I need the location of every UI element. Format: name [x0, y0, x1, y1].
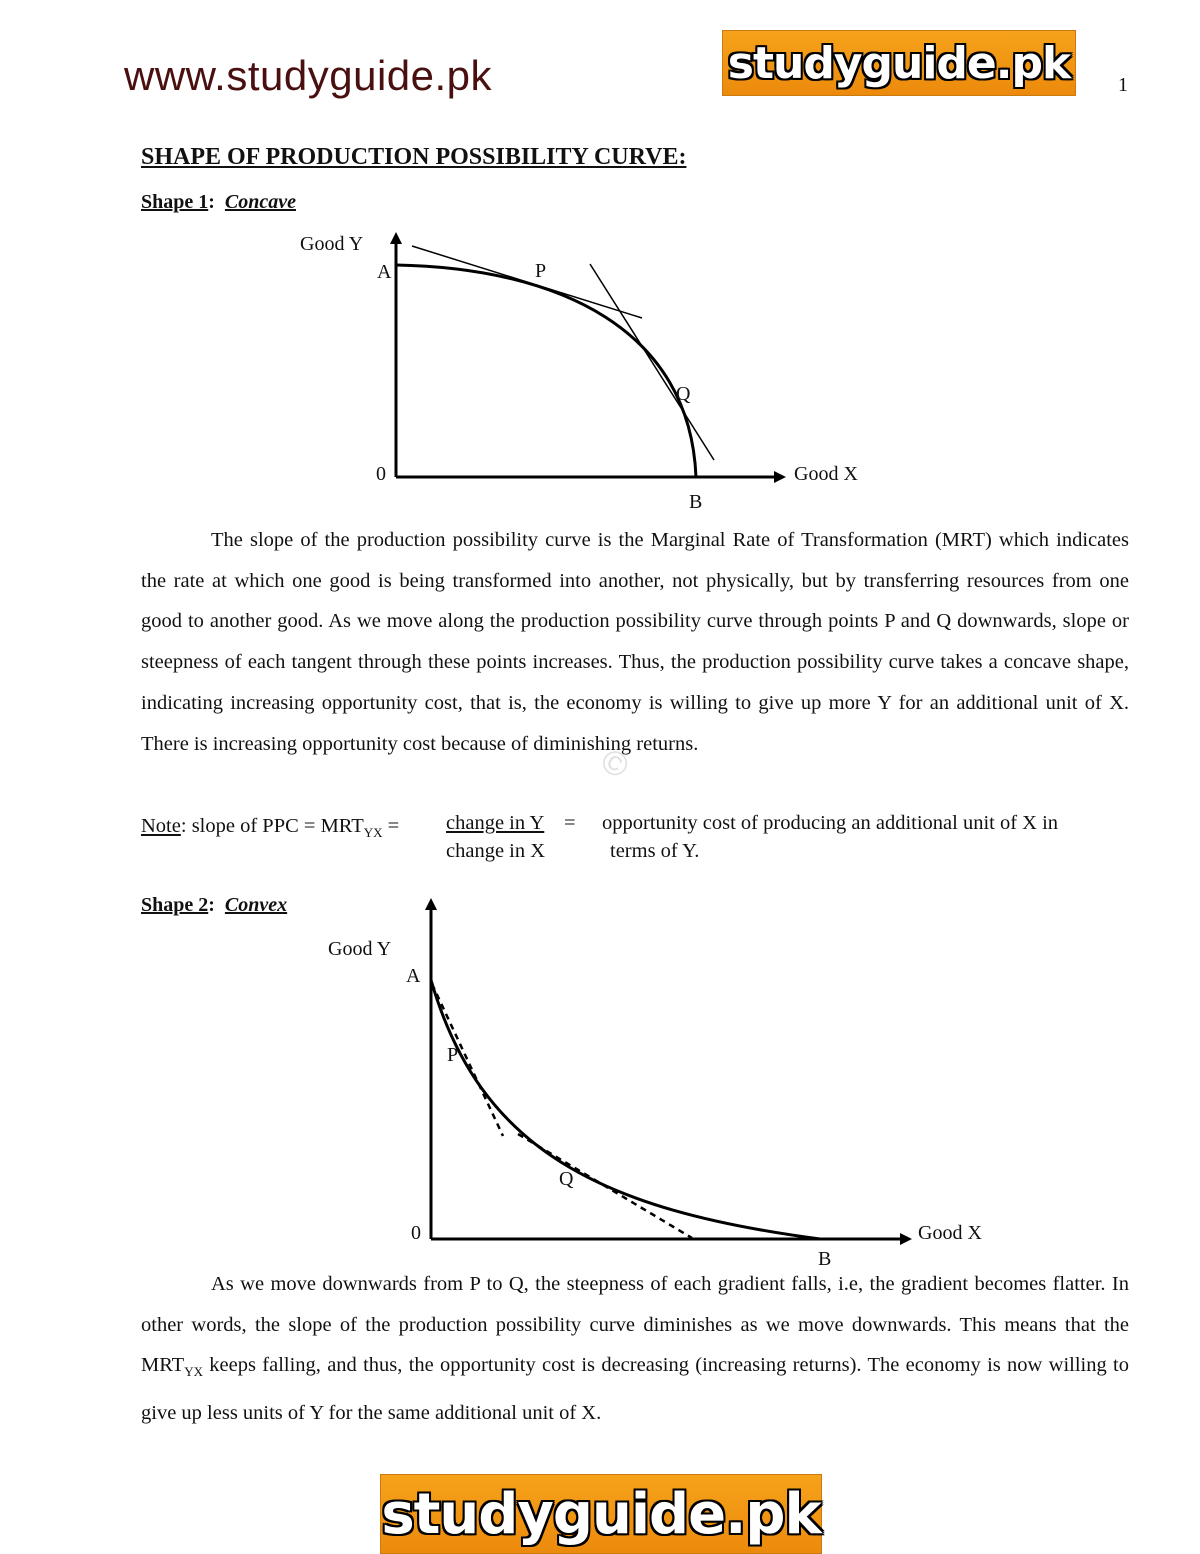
- note-subscript: YX: [363, 825, 383, 841]
- site-url: www.studyguide.pk: [124, 52, 493, 99]
- point-p-label: P: [447, 1044, 459, 1066]
- shape2-label-prefix: Shape 2: [141, 894, 209, 916]
- point-q-label: Q: [676, 383, 691, 405]
- watermark: ©: [594, 741, 636, 787]
- x-axis-label: Good X: [794, 463, 858, 485]
- note-line: Note: slope of PPC = $MRT_{YX}$ =: [141, 815, 400, 841]
- note-cost-line1: opportunity cost of producing an additional unit of X in: [602, 812, 1059, 834]
- tangent-p-dashed: [432, 984, 503, 1136]
- point-b-label: B: [689, 491, 703, 513]
- convex-explanation-b: keeps falling, and thus, the opportunity cost is decreasing (increasing returns). The economy is now willing to give up less units of Y for the same additional unit of X.: [141, 1354, 1129, 1425]
- point-b-label: B: [818, 1248, 832, 1270]
- point-a-label: A: [377, 261, 392, 283]
- point-q-label: Q: [559, 1168, 574, 1190]
- y-axis-label: Good Y: [328, 938, 392, 960]
- convex-explanation: [141, 1264, 1129, 1434]
- note-label: Note: [141, 815, 181, 837]
- note-numerator: change in Y: [446, 812, 545, 834]
- note-denominator: change in X: [446, 840, 546, 862]
- shape1-label: Shape 1: Concave: [141, 191, 297, 213]
- shape1-label-prefix: Shape 1: [141, 191, 209, 213]
- shape1-label-name: Concave: [224, 191, 297, 213]
- studyguide-logo-footer: studyguide.pk: [380, 1474, 822, 1554]
- point-a-label: A: [406, 965, 421, 987]
- x-axis-label: Good X: [918, 1222, 982, 1244]
- concave-explanation: The slope of the production possibility curve is the Marginal Rate of Transformation (MRT) which indicates the rate at which one good is being transformed into another, not physically, but by transferring resources from one good to another good. As we move along the production possibility curve through points P and Q downwards, slope or steepness of each tangent through these points increases. Thus, the production possibility curve takes a concave shape, indicating increasing opportunity cost, that is, the economy is willing to give up more Y for an additional unit of X. There is increasing opportunity cost because of diminishing returns.: [141, 529, 1129, 755]
- note-equals: =: [387, 815, 400, 837]
- note-text: slope of PPC = MRT: [191, 815, 364, 837]
- note-cost-line2: terms of Y.: [610, 840, 700, 862]
- shape2-label: Shape 2: Convex: [141, 894, 288, 916]
- convex-explanation-sub: YX: [184, 1364, 203, 1380]
- shape2-label-name: Convex: [224, 894, 288, 916]
- page-number: 1: [1118, 74, 1128, 96]
- point-p-label: P: [535, 260, 547, 282]
- origin-label: 0: [411, 1222, 421, 1244]
- studyguide-logo: studyguide.pk: [722, 30, 1076, 96]
- convex-explanation-a: As we move downwards from P to Q, the steepness of each gradient falls, i.e, the gradient becomes flatter. In other words, the slope of the production possibility curve diminishes as we move downwards. This means that the MRT: [141, 1273, 1129, 1377]
- note-equals-2: =: [564, 812, 576, 834]
- origin-label: 0: [376, 463, 386, 485]
- page-title: SHAPE OF PRODUCTION POSSIBILITY CURVE:: [141, 144, 687, 170]
- y-axis-label: Good Y: [300, 233, 364, 255]
